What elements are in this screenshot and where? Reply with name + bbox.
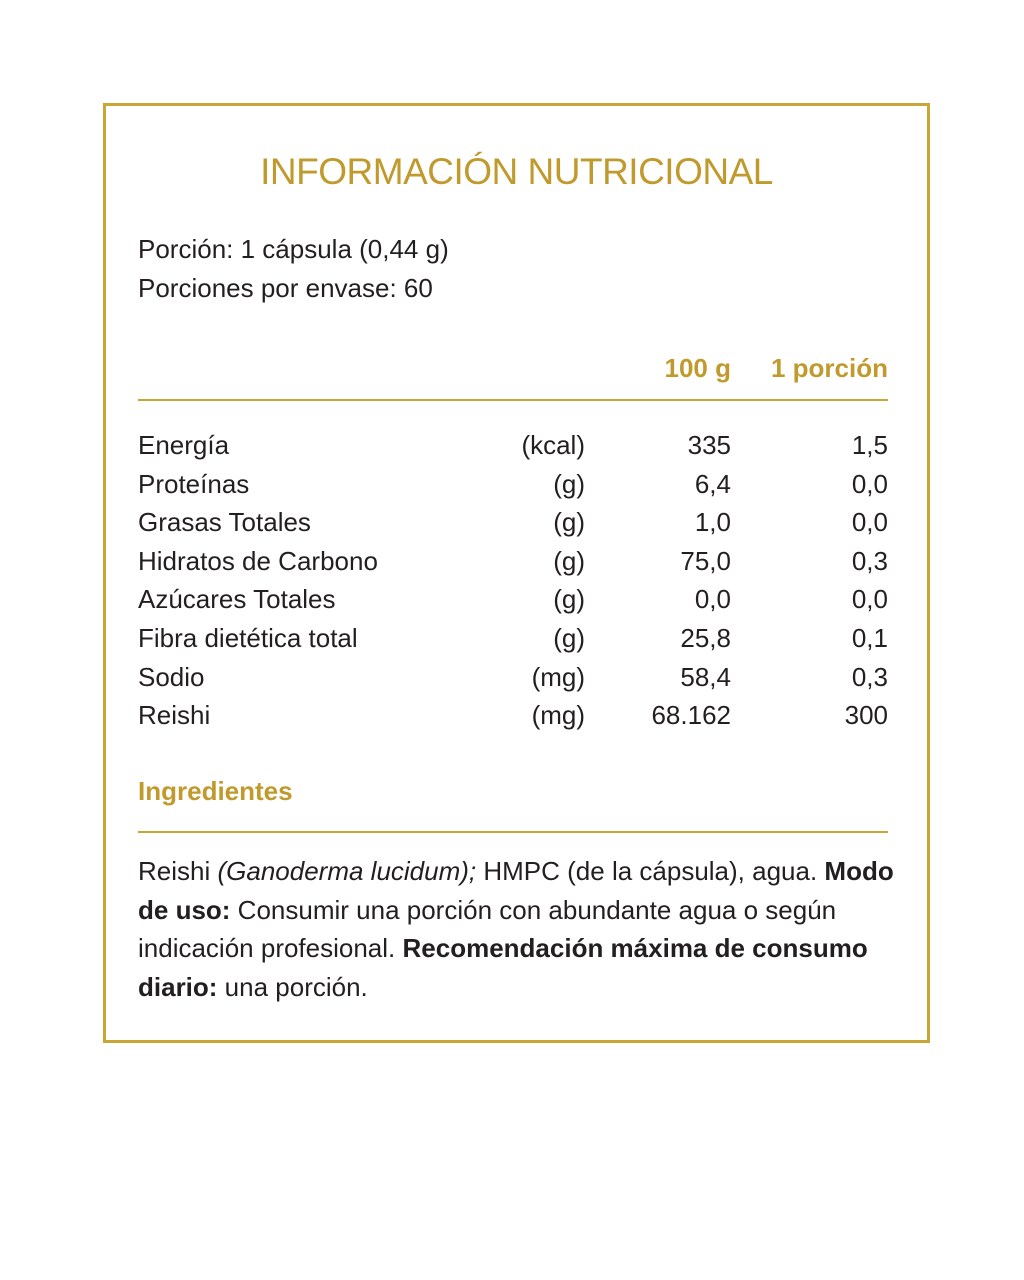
table-row bbox=[138, 580, 888, 619]
header-divider bbox=[138, 399, 888, 401]
table-row bbox=[138, 542, 888, 581]
nutrient-name: Grasas Totales bbox=[138, 507, 311, 538]
table-row bbox=[138, 426, 888, 465]
table-row bbox=[138, 696, 888, 735]
nutrient-unit: (g) bbox=[553, 507, 585, 538]
nutrient-value-portion: 1,5 bbox=[851, 430, 888, 460]
table-row bbox=[138, 658, 888, 697]
nutrient-name: Sodio bbox=[138, 661, 205, 692]
nutrient-name: Azúcares Totales bbox=[138, 584, 336, 615]
usage-label: Modo de uso: bbox=[138, 856, 894, 925]
page-title: INFORMACIÓN NUTRICIONAL bbox=[260, 151, 773, 192]
nutrient-value-portion: 0,3 bbox=[851, 661, 888, 692]
nutrient-unit: (g) bbox=[553, 468, 585, 499]
nutrient-value-portion: 0,3 bbox=[851, 545, 888, 576]
column-header-100g: 100 g bbox=[664, 353, 731, 383]
nutrient-value-100g: 1,0 bbox=[694, 507, 731, 538]
nutrient-unit: (kcal) bbox=[521, 430, 585, 460]
nutrient-name: Hidratos de Carbono bbox=[138, 545, 378, 576]
nutrient-name: Energía bbox=[138, 430, 230, 460]
nutrient-value-100g: 0,0 bbox=[694, 584, 731, 615]
servings-per-container: Porciones por envase: 60 bbox=[138, 273, 433, 303]
nutrient-value-100g: 75,0 bbox=[680, 545, 731, 576]
ingredients-heading: Ingredientes bbox=[138, 776, 293, 806]
ingredients-divider bbox=[138, 831, 888, 833]
nutrient-value-portion: 0,0 bbox=[851, 507, 888, 538]
ingredients-scientific-name: (Ganoderma lucidum); bbox=[217, 856, 477, 886]
nutrient-value-100g: 25,8 bbox=[680, 622, 731, 653]
nutrient-name: Fibra dietética total bbox=[138, 622, 358, 653]
nutrient-value-100g: 68.162 bbox=[651, 700, 731, 731]
nutrient-value-portion: 0,0 bbox=[851, 584, 888, 615]
ingredients-start: Reishi bbox=[138, 856, 218, 886]
nutrient-unit: (g) bbox=[553, 622, 585, 653]
max-intake-label: Recomendación máxima de consumo diario: bbox=[138, 933, 868, 1002]
nutrient-table bbox=[138, 426, 888, 735]
usage-text: Consumir una porción con abundante agua o según indicación profesional. bbox=[138, 894, 837, 963]
nutrient-name: Reishi bbox=[138, 700, 211, 731]
nutrient-value-100g: 335 bbox=[687, 430, 731, 460]
nutrient-unit: (mg) bbox=[531, 700, 585, 731]
ingredients-rest: HMPC (de la cápsula), agua. bbox=[476, 856, 818, 886]
nutrient-value-portion: 300 bbox=[844, 700, 888, 731]
ingredients-text bbox=[138, 852, 918, 1006]
column-header-portion: 1 porción bbox=[770, 353, 888, 383]
serving-size: Porción: 1 cápsula (0,44 g) bbox=[138, 234, 449, 264]
nutrient-name: Proteínas bbox=[138, 468, 250, 499]
serving-info bbox=[138, 230, 449, 308]
table-row bbox=[138, 503, 888, 542]
nutrient-unit: (g) bbox=[553, 584, 585, 615]
nutrition-panel bbox=[103, 103, 930, 1043]
nutrient-value-100g: 6,4 bbox=[694, 468, 731, 499]
max-intake-text: una porción. bbox=[217, 971, 368, 1002]
table-row bbox=[138, 619, 888, 658]
nutrient-unit: (mg) bbox=[531, 661, 585, 692]
nutrient-value-portion: 0,1 bbox=[851, 622, 888, 653]
nutrient-value-portion: 0,0 bbox=[851, 468, 888, 499]
nutrient-unit: (g) bbox=[553, 545, 585, 576]
nutrient-value-100g: 58,4 bbox=[680, 661, 731, 692]
table-row bbox=[138, 465, 888, 504]
